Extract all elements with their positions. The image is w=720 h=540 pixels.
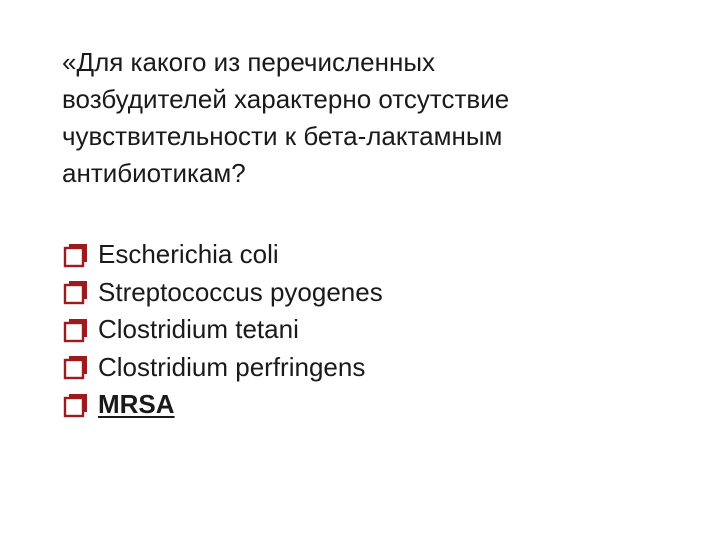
question-text (62, 44, 662, 192)
answer-option-mrsa[interactable] (62, 386, 383, 424)
square-bullet-icon (62, 317, 92, 343)
answer-option-label: Streptococcus pyogenes (98, 276, 383, 307)
answer-option-label: Escherichia coli (98, 239, 279, 269)
answer-option-escherichia-coli[interactable] (62, 236, 383, 274)
answer-option-clostridium-tetani[interactable] (62, 311, 383, 349)
square-bullet-icon (62, 279, 92, 305)
question-line: «Для какого из перечисленных (62, 47, 436, 77)
square-bullet-icon (62, 392, 92, 418)
answer-option-label: Clostridium perfringens (98, 351, 366, 382)
square-bullet-icon (62, 242, 92, 268)
question-line: возбудителей характерно отсутствие (62, 84, 510, 114)
answer-options-list (62, 236, 383, 424)
question-line: чувствительности к бета-лактамным (62, 121, 503, 151)
answer-option-label-correct: MRSA (98, 389, 175, 419)
answer-option-label: Clostridium tetani (98, 314, 299, 344)
square-bullet-icon (62, 354, 92, 380)
question-line: антибиотикам? (62, 158, 246, 188)
answer-option-clostridium-perfringens[interactable] (62, 349, 383, 387)
answer-option-streptococcus-pyogenes[interactable] (62, 274, 383, 312)
